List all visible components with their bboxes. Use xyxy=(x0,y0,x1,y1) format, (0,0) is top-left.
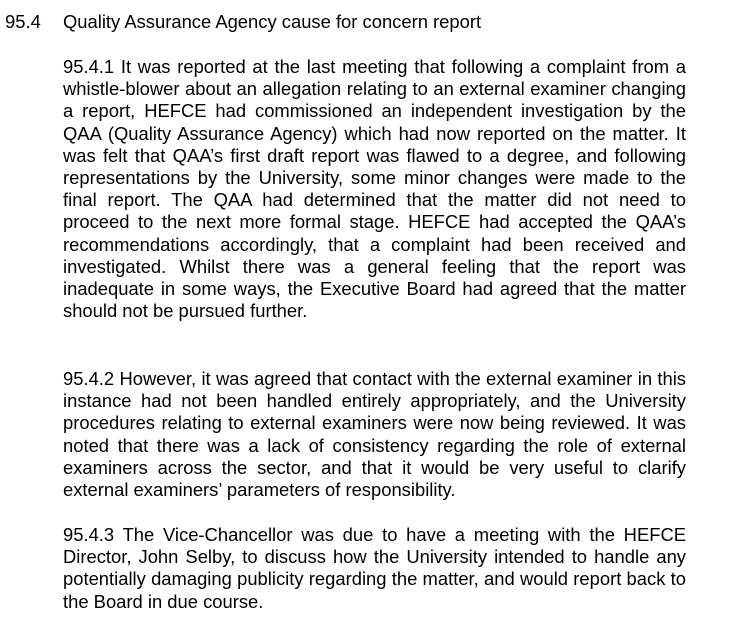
section-title: Quality Assurance Agency cause for concern report xyxy=(63,11,482,32)
paragraph-text: The Vice-Chancellor was due to have a meeting with the HEFCE Director, John Selby, to discuss how the University intended to handle any potentially damaging publicity regarding the matter, and would report back to the Board in due course. xyxy=(63,524,687,612)
section-number: 95.4 xyxy=(5,11,41,32)
paragraph-number: 95.4.3 xyxy=(63,524,115,545)
paragraph-95-4-1 xyxy=(63,56,686,322)
paragraph-number: 95.4.1 xyxy=(63,56,115,77)
paragraph-text: However, it was agreed that contact with the external examiner in this instance had not been handled entirely appropriately, and the University procedures relating to external examiners were now being reviewed. It was noted that there was a lack of consistency regarding the role of external examiners across the sector, and that it would be very useful to clarify external examiners’ parameters of responsibility. xyxy=(63,368,686,501)
paragraph-95-4-3 xyxy=(63,524,686,613)
paragraph-number: 95.4.2 xyxy=(63,368,115,389)
paragraph-95-4-2 xyxy=(63,368,686,501)
paragraph-text: It was reported at the last meeting that following a complaint from a whistle-blower about an allegation relating to an external examiner changing a report, HEFCE had commissioned an independent investigation by the QAA (Quality Assurance Agency) which had now reported on the matter. It was felt that QAA’s first draft report was flawed to a degree, and following representations by the University, some minor changes were made to the final report. The QAA had determined that the matter did not need to proceed to the next more formal stage. HEFCE had accepted the QAA’s recommendations accordingly, that a complaint had been received and investigated. Whilst there was a general feeling that the report was inadequate in some ways, the Executive Board had agreed that the matter should not be pursued further. xyxy=(63,56,686,322)
